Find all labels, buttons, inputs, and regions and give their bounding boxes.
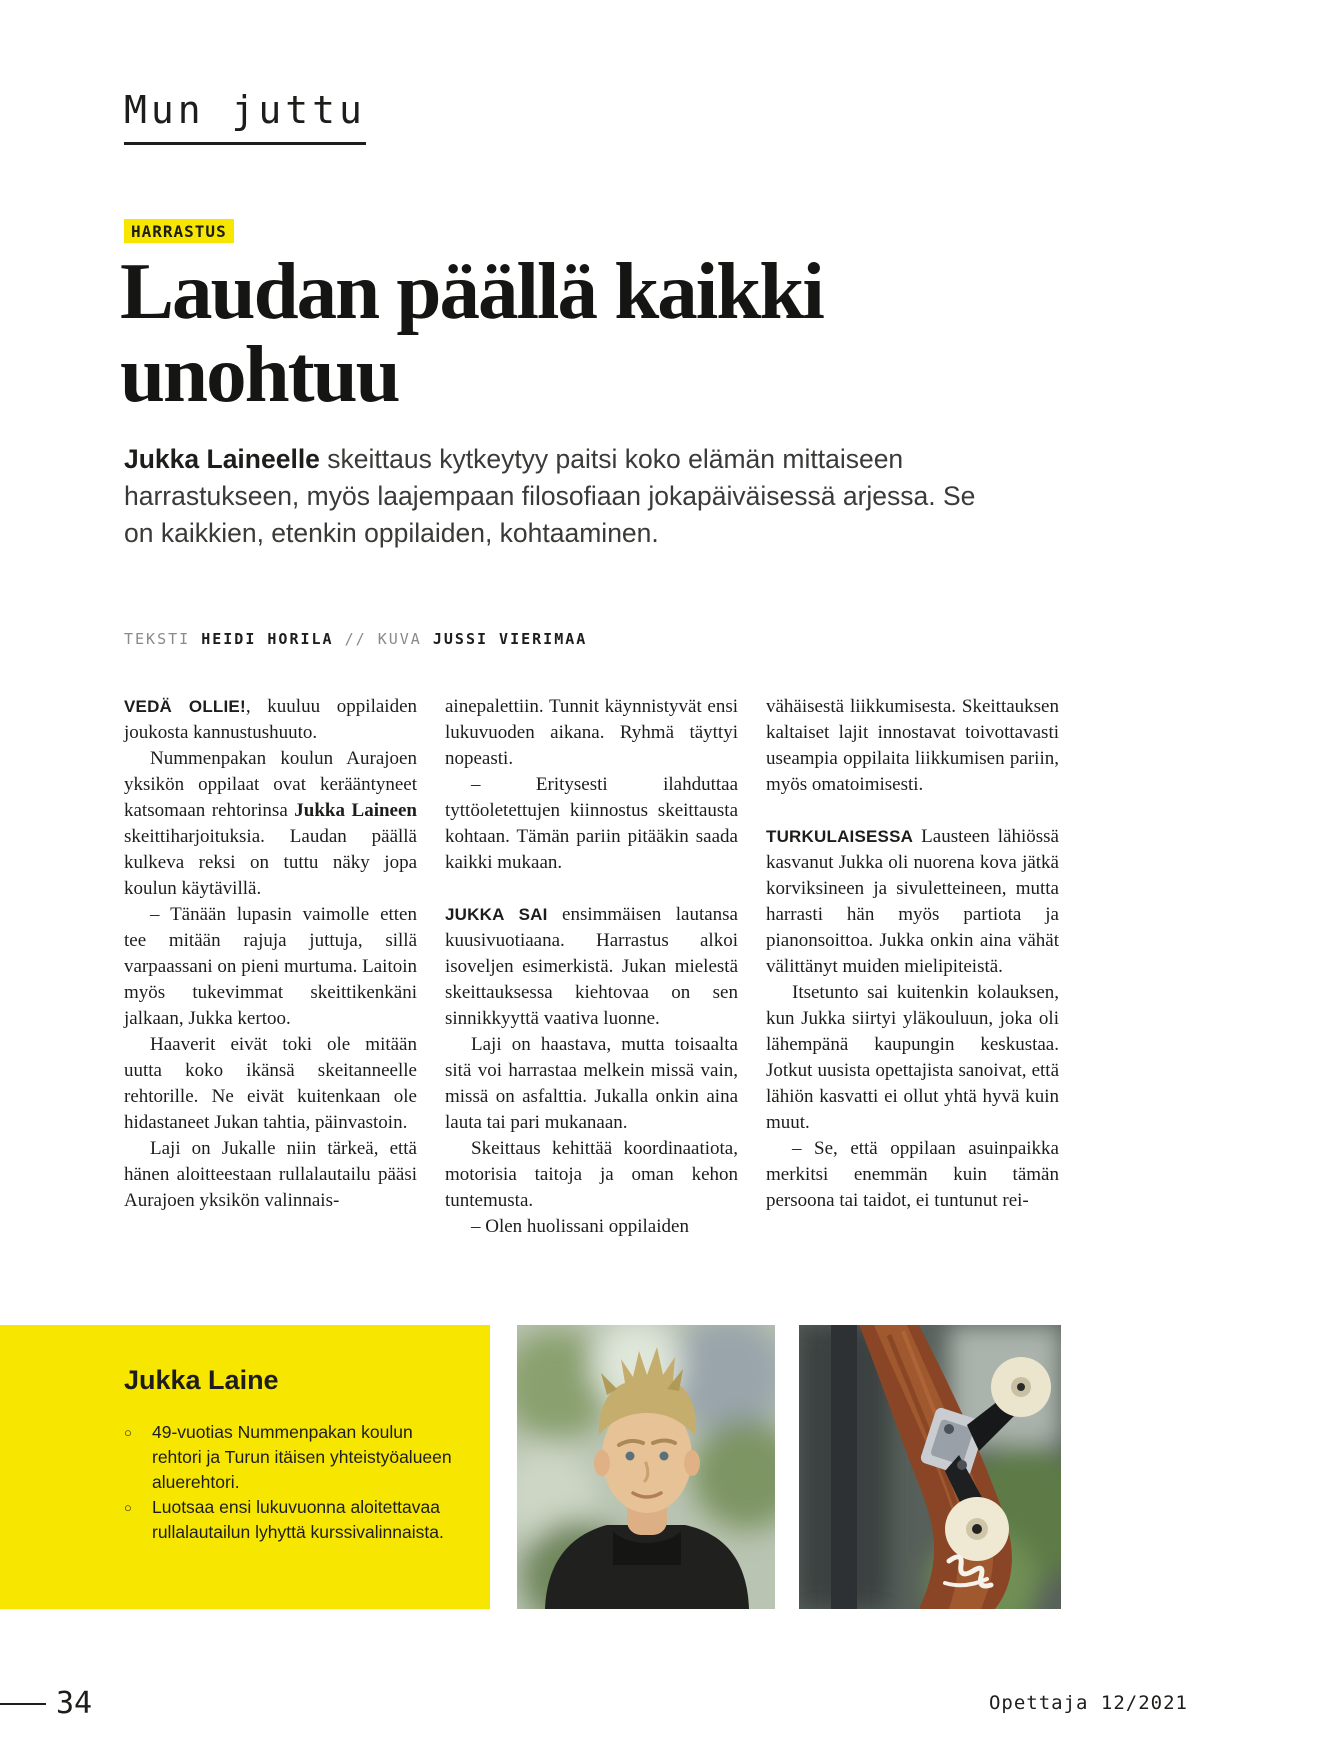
- infobox-bullet-list: [124, 1420, 460, 1545]
- body-column-1: [124, 694, 417, 1240]
- bullet-text: 49-vuotias Nummenpakan koulun rehtori ja Turun itäisen yhteistyöalueen aluerehtori.: [152, 1422, 452, 1492]
- body-paragraph: Haaverit eivät toki ole mitään uutta koko ikänsä skeitanneelle rehtorille. Ne eivät kuitenkaan ole hidastaneet Jukan tahtia, päinvastoin.: [124, 1034, 417, 1133]
- body-paragraph: ainepalettiin. Tunnit käynnistyvät ensi lukuvuoden aikana. Ryhmä täyttyi nopeasti.: [445, 696, 738, 769]
- page-footer: [0, 1680, 1322, 1730]
- portrait-photo: [517, 1325, 775, 1609]
- paragraph-leadin: VEDÄ OLLIE!: [124, 697, 246, 716]
- body-paragraph: TURKULAISESSA Lausteen lähiössä kasvanut Jukka oli nuorena kova jätkä korviksineen ja sivuletteineen, mutta harrasti hän myös partiota ja pianonsoittoa. Jukka onkin aina vähät välittänyt muiden mielipiteistä.: [766, 826, 1059, 977]
- bullet-circle-icon: ○: [124, 1425, 132, 1440]
- body-paragraph: Laji on Jukalle niin tärkeä, että hänen aloitteestaan rullalautailu pääsi Aurajoen yksikön valinnais-: [124, 1138, 417, 1211]
- bottom-band: [0, 1325, 1322, 1609]
- folio-rule: [0, 1703, 46, 1705]
- body-paragraph: Itsetunto sai kuitenkin kolauksen, kun Jukka siirtyi yläkouluun, joka oli lähempänä kaupungin keskustaa. Jotkut uusista opettajista sanoivat, että lähiön kasvatti ei ollut yhtä hyvä kuin muut.: [766, 982, 1059, 1133]
- paragraph-leadin: TURKULAISESSA: [766, 827, 914, 846]
- lead-text: skeittaus kytkeytyy paitsi koko elämän mittaiseen harrastukseen, myös laajempaan filosofiaan jokapäiväisessä arjessa. Se on kaikkien, etenkin oppilaiden, kohtaaminen.: [124, 444, 976, 548]
- infobox-bullet: [124, 1420, 460, 1495]
- body-columns: [124, 694, 1059, 1240]
- body-paragraph: Laji on haastava, mutta toisaalta sitä voi harrastaa melkein missä vain, missä on asfalttia. Jukalla onkin aina lauta tai pari mukanaan.: [445, 1034, 738, 1133]
- inline-bold-name: Jukka Laineen: [294, 800, 417, 821]
- body-paragraph: – Eritysesti ilahduttaa tyttöoletettujen kiinnostus skeittausta kohtaan. Tämän pariin pitääkin saada kaikki mukaan.: [445, 774, 738, 873]
- issue-label: Opettaja 12/2021: [988, 1692, 1188, 1714]
- infobox-bullet: [124, 1495, 460, 1545]
- article-lead: [124, 441, 984, 552]
- byline-author: HEIDI HORILA: [201, 630, 334, 648]
- article-headline: Laudan päällä kaikki unohtuu: [120, 246, 823, 419]
- bullet-text: Luotsaa ensi lukuvuonna aloitettavaa rullalautailun lyhyttä kurssivalinnaista.: [152, 1497, 444, 1542]
- infobox-title: Jukka Laine: [124, 1365, 279, 1395]
- bullet-circle-icon: ○: [124, 1500, 132, 1515]
- byline-label-photo: KUVA: [377, 630, 422, 648]
- page-number: 34: [56, 1686, 93, 1721]
- category-tag: HARRASTUS: [124, 219, 234, 243]
- body-paragraph: Nummenpakan koulun Aurajoen yksikön oppilaat ovat kerääntyneet katsomaan rehtorinsa Jukka Laineen skeittiharjoituksia. Laudan päällä kulkeva reksi on tuttu näky jopa koulun käytävillä.: [124, 748, 417, 899]
- infobox: [0, 1325, 490, 1609]
- byline-photographer: JUSSI VIERIMAA: [432, 630, 588, 648]
- body-paragraph: – Olen huolissani oppilaiden: [471, 1216, 689, 1237]
- byline-separator: //: [344, 630, 367, 648]
- body-paragraph: Skeittaus kehittää koordinaatiota, motorisia taitoja ja oman kehon tuntemusta.: [445, 1138, 738, 1211]
- body-paragraph: – Tänään lupasin vaimolle etten tee mitään rajuja juttuja, sillä varpaassani on pieni murtuma. Laitoin myös tukevimmat skeittikenkäni jalkaan, Jukka kertoo.: [124, 904, 417, 1029]
- skateboard-photo: [799, 1325, 1061, 1609]
- byline: [124, 630, 587, 648]
- body-paragraph: – Se, että oppilaan asuinpaikka merkitsi enemmän kuin tämän persoona tai taidot, ei tuntunut rei-: [766, 1138, 1059, 1211]
- lead-bold-name: Jukka Laineelle: [124, 444, 320, 474]
- section-kicker: Mun juttu: [124, 88, 366, 145]
- body-paragraph: vähäisestä liikkumisesta. Skeittauksen kaltaiset lajit innostavat toivottavasti useampia oppilaita liikkumisen pariin, myös omatoimisesti.: [766, 696, 1059, 795]
- body-column-3: [766, 694, 1059, 1240]
- body-column-2: [445, 694, 738, 1240]
- body-paragraph: JUKKA SAI ensimmäisen lautansa kuusivuotiaana. Harrastus alkoi isoveljen esimerkistä. Jukan mielestä skeittauksessa kiehtovaa on sen sinnikkyyttä vaativa luonne.: [445, 904, 738, 1029]
- byline-label-text: TEKSTI: [124, 630, 191, 648]
- body-paragraph: VEDÄ OLLIE!, kuuluu oppilaiden joukosta kannustushuuto.: [124, 696, 418, 743]
- paragraph-leadin: JUKKA SAI: [445, 905, 548, 924]
- folio: [0, 1686, 92, 1721]
